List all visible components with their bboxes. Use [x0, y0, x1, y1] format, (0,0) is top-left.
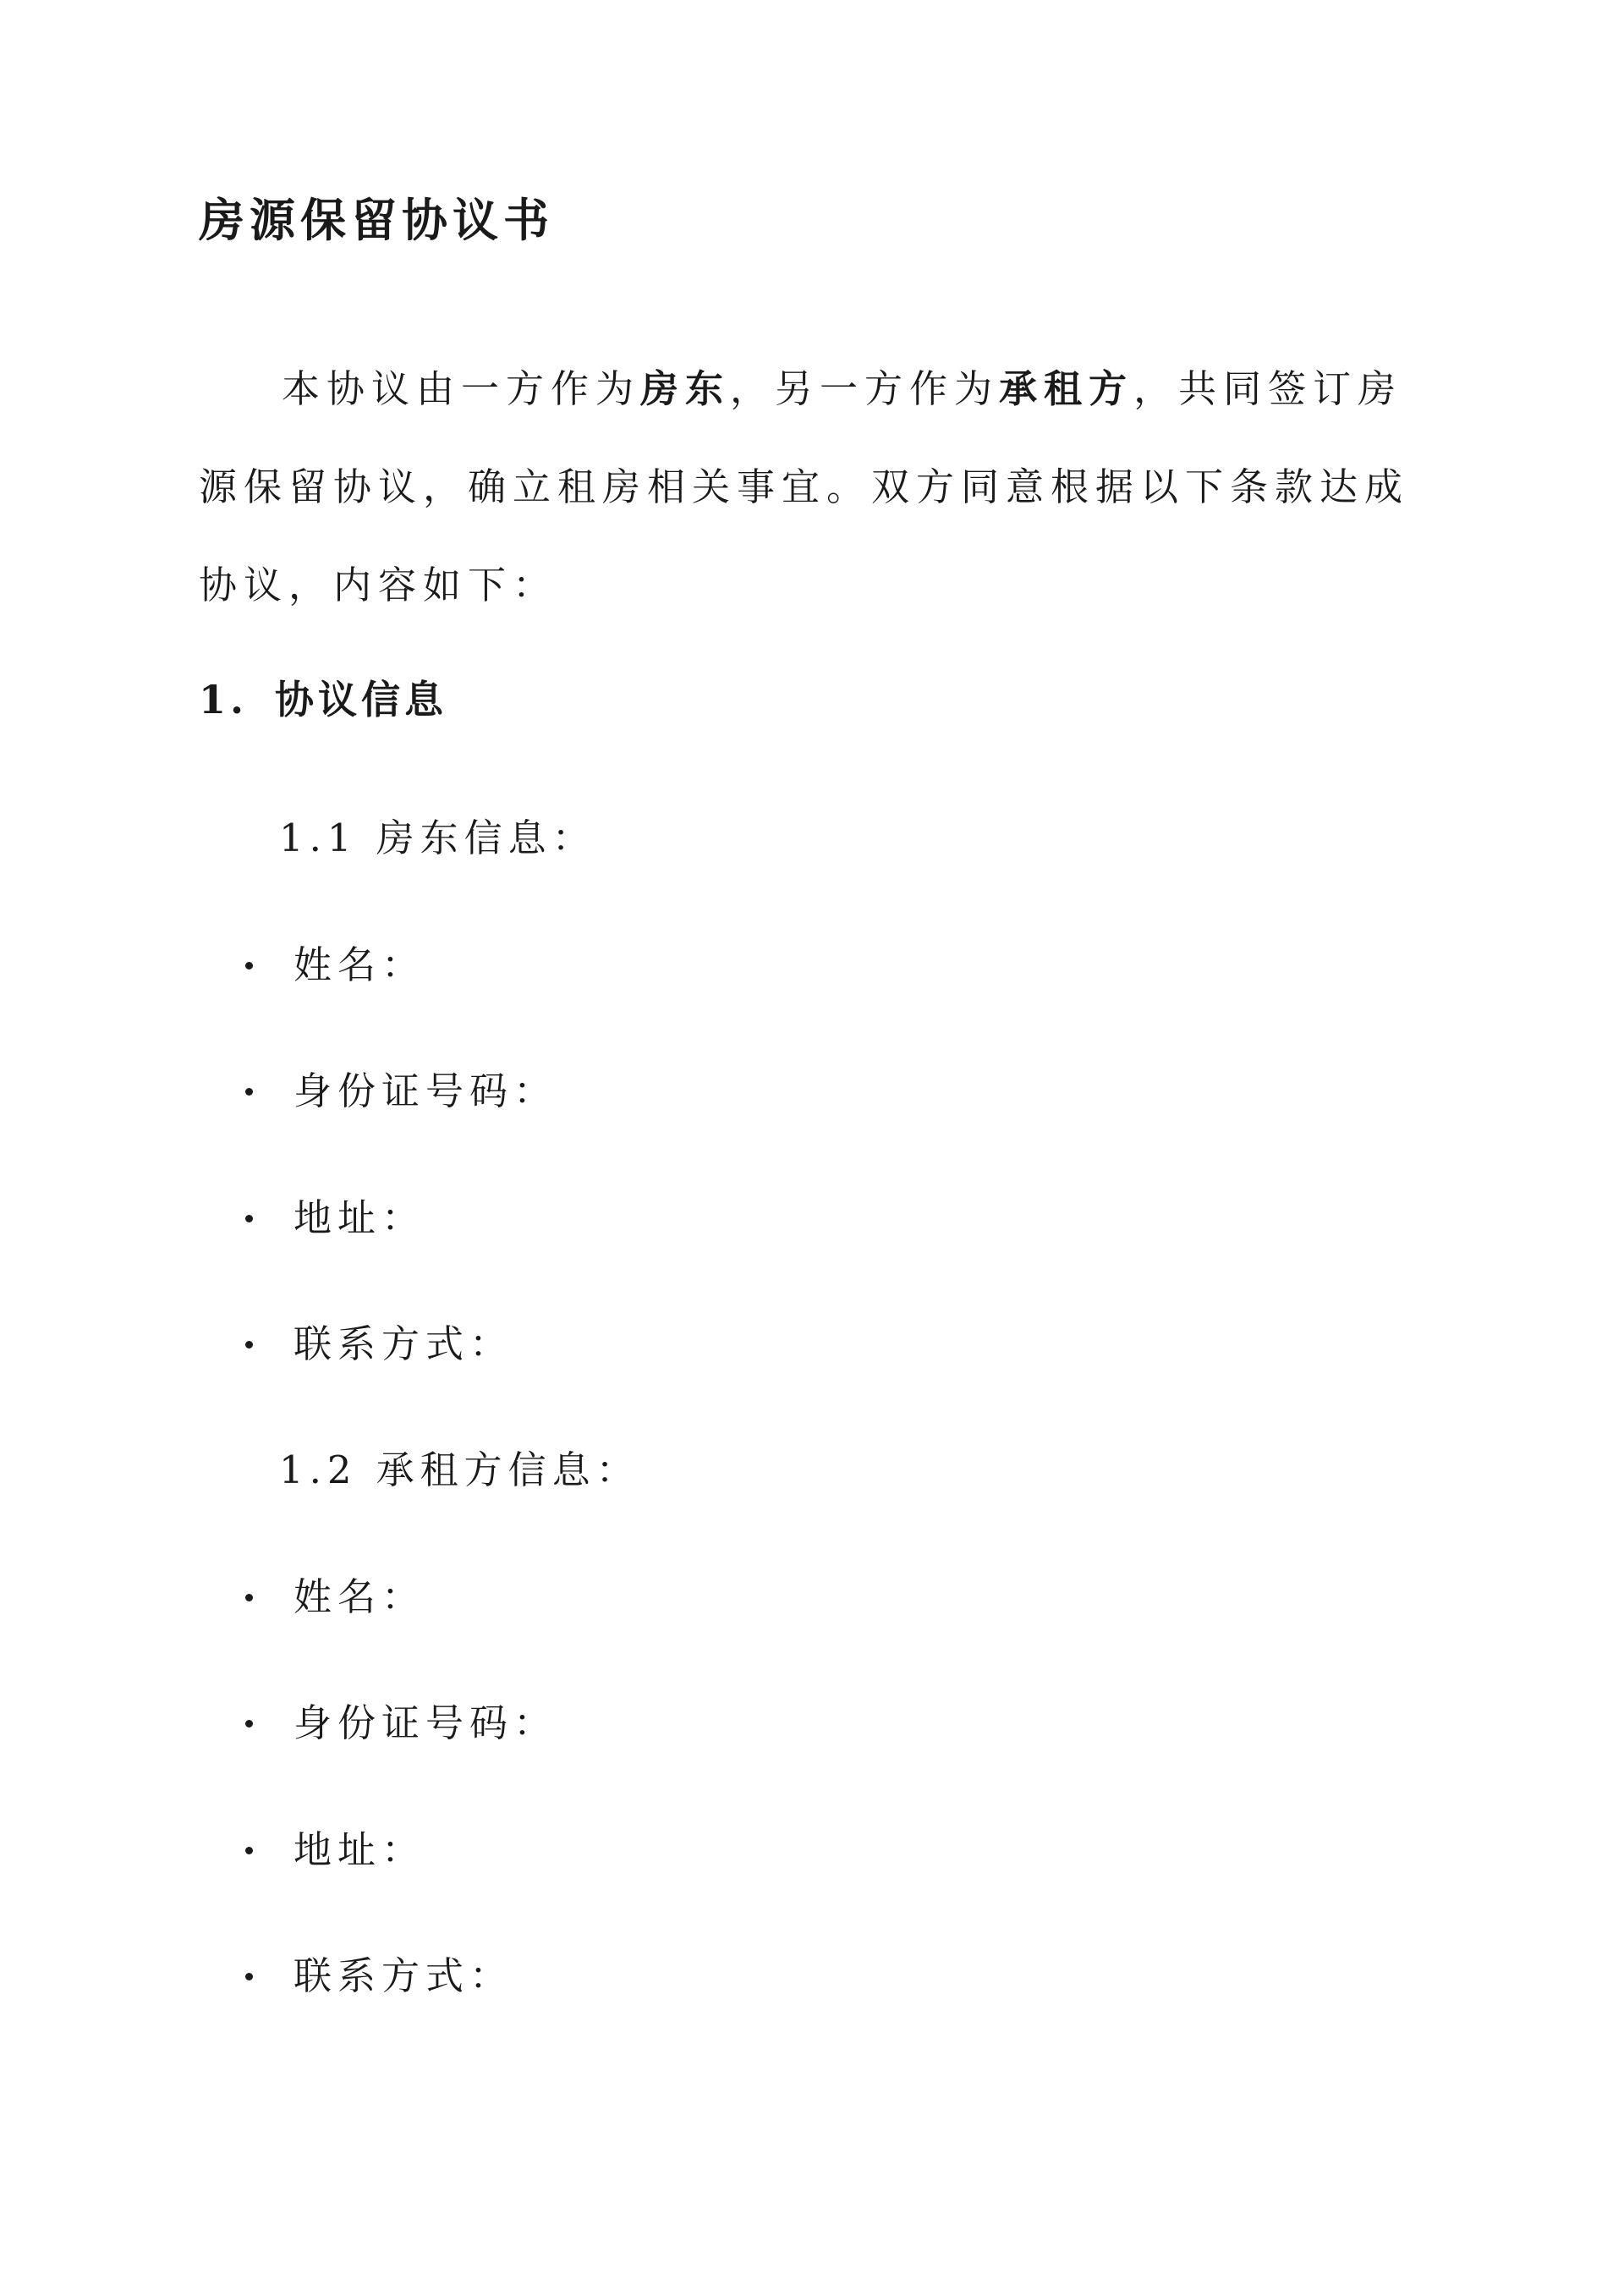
section-heading [199, 677, 447, 723]
bullet-dot-icon [245, 1215, 253, 1222]
field-label: 身份证号码： [294, 1068, 558, 1113]
subsection-label: 承租方信息： [376, 1447, 640, 1492]
list-item [245, 1827, 425, 1873]
bullet-dot-icon [245, 1973, 253, 1980]
intro-text-3: ，共同签订房源保留协议，确立租房相关事宜。双方同意根据以下条款达成协议，内容如下： [199, 366, 1410, 607]
list-item [245, 1195, 425, 1241]
subsection-number: 1.2 [279, 1447, 358, 1492]
list-item [245, 1321, 513, 1367]
bullet-dot-icon [245, 962, 253, 969]
list-item [245, 1068, 557, 1114]
bullet-dot-icon [245, 1847, 253, 1854]
field-label: 姓名： [294, 942, 426, 987]
intro-bold-tenant: 承租方 [999, 366, 1134, 411]
list-item [245, 1574, 425, 1620]
list-item [245, 1700, 557, 1746]
intro-paragraph [199, 340, 1425, 634]
bullet-dot-icon [245, 1720, 253, 1727]
subsection-label: 房东信息： [376, 816, 596, 860]
bullet-dot-icon [245, 1088, 253, 1096]
field-label: 身份证号码： [294, 1700, 558, 1745]
subsection-tenant-info [279, 1447, 640, 1493]
intro-text-1: 本协议由一方作为 [282, 366, 641, 411]
bullet-dot-icon [245, 1341, 253, 1348]
intro-bold-landlord: 房东 [640, 366, 731, 411]
section-number: 1. [199, 677, 249, 722]
list-item [245, 942, 425, 988]
subsection-landlord-info [279, 816, 596, 861]
field-label: 地址： [294, 1195, 426, 1240]
document-title: 房源保留协议书 [199, 193, 554, 247]
subsection-number: 1.1 [279, 816, 358, 860]
list-item [245, 1953, 513, 1999]
field-label: 地址： [294, 1827, 426, 1872]
section-title: 协议信息 [275, 677, 447, 722]
field-label: 联系方式： [294, 1953, 514, 1998]
intro-text-2: ，另一方作为 [730, 366, 1000, 411]
field-label: 联系方式： [294, 1321, 514, 1366]
bullet-dot-icon [245, 1594, 253, 1601]
field-label: 姓名： [294, 1574, 426, 1619]
